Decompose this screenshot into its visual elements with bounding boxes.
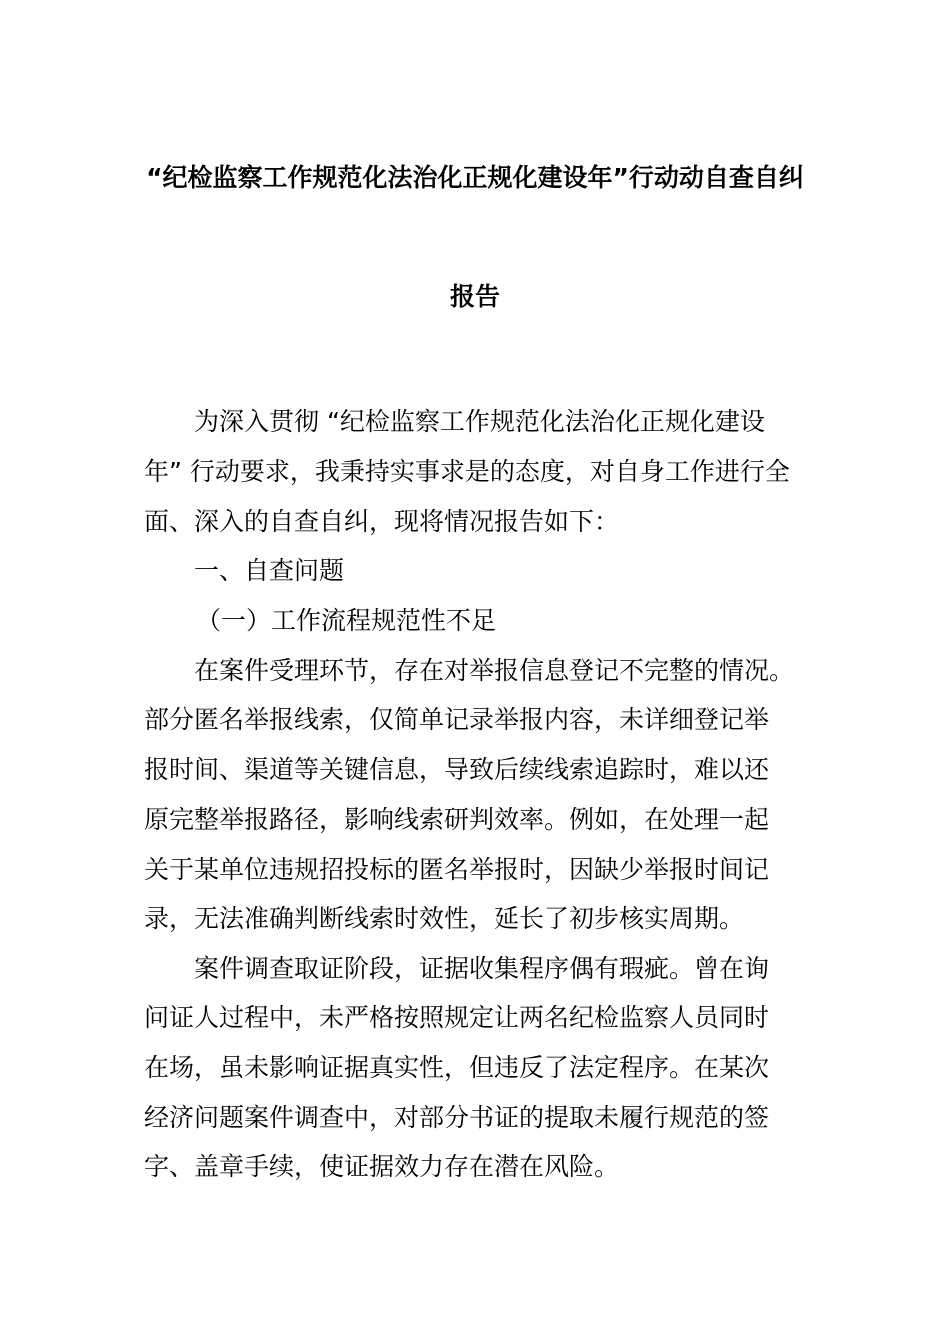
paragraph-line: 报时间、渠道等关键信息，导致后续线索追踪时，难以还 xyxy=(144,755,770,784)
paragraph-line: 年” 行动要求，我秉持实事求是的态度，对自身工作进行全 xyxy=(144,457,790,486)
paragraph-line: 字、盖章手续，使证据效力存在潜在风险。 xyxy=(144,1152,620,1181)
paragraph-line: 关于某单位违规招投标的匿名举报时，因缺少举报时间记 xyxy=(144,855,770,884)
section-heading: 一、自查问题 xyxy=(194,556,345,585)
paragraph-line: 面、深入的自查自纠，现将情况报告如下： xyxy=(144,507,620,536)
paragraph-line: 经济问题案件调查中，对部分书证的提取未履行规范的签 xyxy=(144,1103,770,1132)
paragraph-line: 为深入贯彻 “纪检监察工作规范化法治化正规化建设 xyxy=(194,407,765,436)
paragraph-line: 问证人过程中，未严格按照规定让两名纪检监察人员同时 xyxy=(144,1003,770,1032)
report-title-line-2: 报告 xyxy=(449,282,500,311)
paragraph-line: 部分匿名举报线索，仅简单记录举报内容，未详细登记举 xyxy=(144,705,770,734)
paragraph-line: 在场，虽未影响证据真实性，但违反了法定程序。在某次 xyxy=(144,1053,770,1082)
paragraph-line: 在案件受理环节，存在对举报信息登记不完整的情况。 xyxy=(194,656,795,685)
subsection-heading: （一）工作流程规范性不足 xyxy=(196,606,497,635)
report-title-line-1: “纪检监察工作规范化法治化正规化建设年”行动动自查自纠 xyxy=(146,163,804,192)
paragraph-line: 录，无法准确判断线索时效性，延长了初步核实周期。 xyxy=(144,904,745,933)
paragraph-line: 案件调查取证阶段，证据收集程序偶有瑕疵。曾在询 xyxy=(194,954,770,983)
paragraph-line: 原完整举报路径，影响线索研判效率。例如，在处理一起 xyxy=(144,805,770,834)
